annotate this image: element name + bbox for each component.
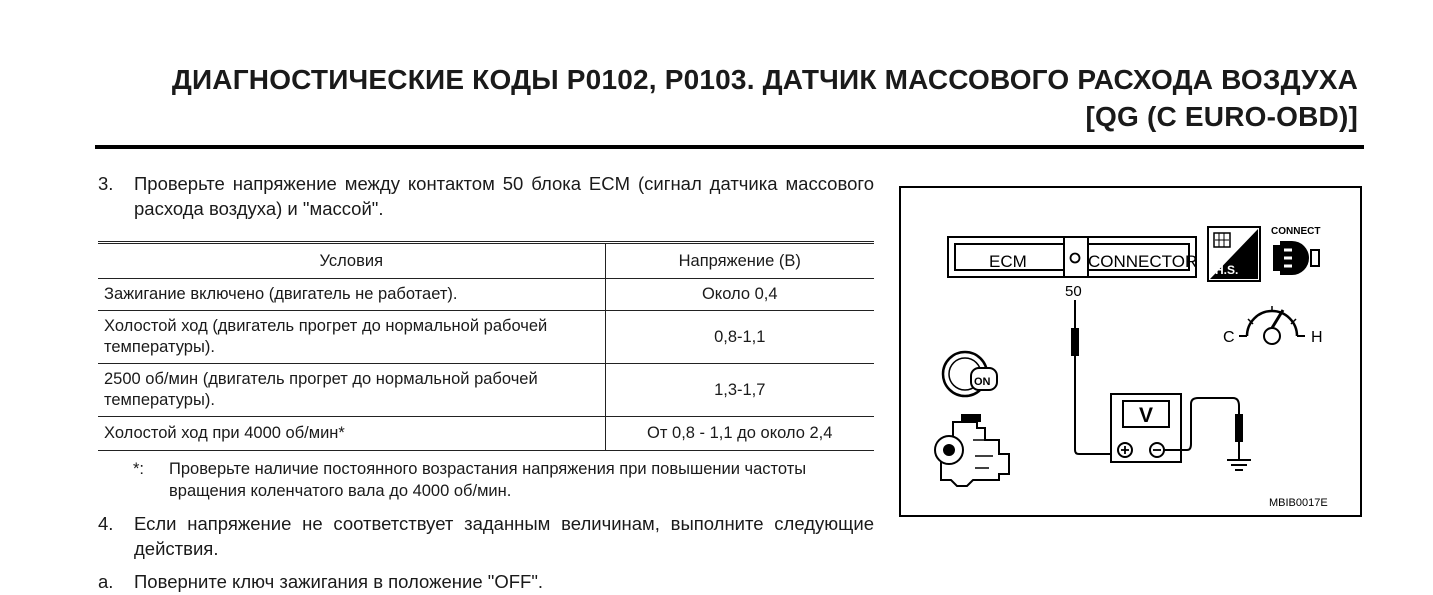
connect-label: CONNECT — [1271, 226, 1321, 237]
step-text: Если напряжение не соответствует заданным величинам, выполните следующие действия. — [134, 513, 874, 559]
table-row — [98, 279, 874, 311]
table-row — [98, 364, 874, 417]
ignition-key-icon — [943, 352, 997, 396]
column-header-conditions: Условия — [98, 243, 605, 279]
condition-cell: Холостой ход (двигатель прогрет до нормальной рабочей температуры). — [98, 311, 605, 364]
footnote-mark: *: — [133, 460, 145, 478]
wiring-diagram-svg — [901, 188, 1364, 519]
step-text: Проверьте напряжение между контактом 50 блока ECM (сигнал датчика массового расхода воздуха) и "массой". — [134, 173, 874, 219]
ecm-connector — [948, 237, 1197, 277]
step-3 — [98, 171, 874, 221]
step-number: a. — [98, 571, 114, 592]
step-number: 4. — [98, 513, 114, 534]
harness-side-icon — [1208, 227, 1260, 281]
voltage-cell: От 0,8 - 1,1 до около 2,4 — [605, 417, 874, 451]
temperature-gauge-icon — [1223, 306, 1323, 346]
title-rule — [95, 145, 1364, 149]
page-subtitle: [QG (С EURO-OBD)] — [1085, 101, 1358, 132]
key-label: ON — [974, 376, 991, 388]
hs-label: H.S. — [1215, 263, 1239, 277]
engine-icon — [935, 414, 1009, 486]
voltage-cell: 0,8-1,1 — [605, 311, 874, 364]
step-text: Поверните ключ зажигания в положение "OFF". — [134, 571, 544, 592]
step-a — [98, 569, 874, 594]
column-header-voltage: Напряжение (В) — [605, 243, 874, 279]
table-header-row — [98, 243, 874, 279]
figure-code: MBIB0017E — [1269, 497, 1328, 509]
voltage-table — [98, 241, 874, 451]
meter-label: V — [1138, 404, 1154, 427]
table-row — [98, 417, 874, 451]
wiring-diagram — [899, 186, 1362, 517]
voltmeter-icon — [1111, 394, 1181, 462]
voltage-cell: 1,3-1,7 — [605, 364, 874, 417]
page-title: ДИАГНОСТИЧЕСКИЕ КОДЫ P0102, P0103. ДАТЧИК МАССОВОГО РАСХОДА ВОЗДУХА — [171, 64, 1358, 95]
footnote — [133, 458, 875, 502]
connect-icon — [1271, 226, 1320, 275]
condition-cell: Зажигание включено (двигатель не работает). — [98, 279, 605, 311]
voltage-cell: Около 0,4 — [605, 279, 874, 311]
condition-cell: 2500 об/мин (двигатель прогрет до нормальной рабочей температуры). — [98, 364, 605, 417]
temp-c-label: C — [1223, 329, 1235, 346]
ecm-label: ECM — [989, 252, 1027, 271]
probe-positive — [1071, 300, 1111, 454]
step-number: 3. — [98, 173, 114, 194]
table-row — [98, 311, 874, 364]
condition-cell: Холостой ход при 4000 об/мин* — [98, 417, 605, 451]
footnote-text: Проверьте наличие постоянного возрастания напряжения при повышении частоты вращения коленчатого вала до 4000 об/мин. — [169, 460, 807, 500]
step-4 — [98, 511, 874, 561]
temp-h-label: H — [1311, 329, 1323, 346]
connector-label: CONNECTOR — [1088, 252, 1198, 271]
ground-icon — [1227, 460, 1251, 470]
pin-label: 50 — [1065, 283, 1082, 300]
